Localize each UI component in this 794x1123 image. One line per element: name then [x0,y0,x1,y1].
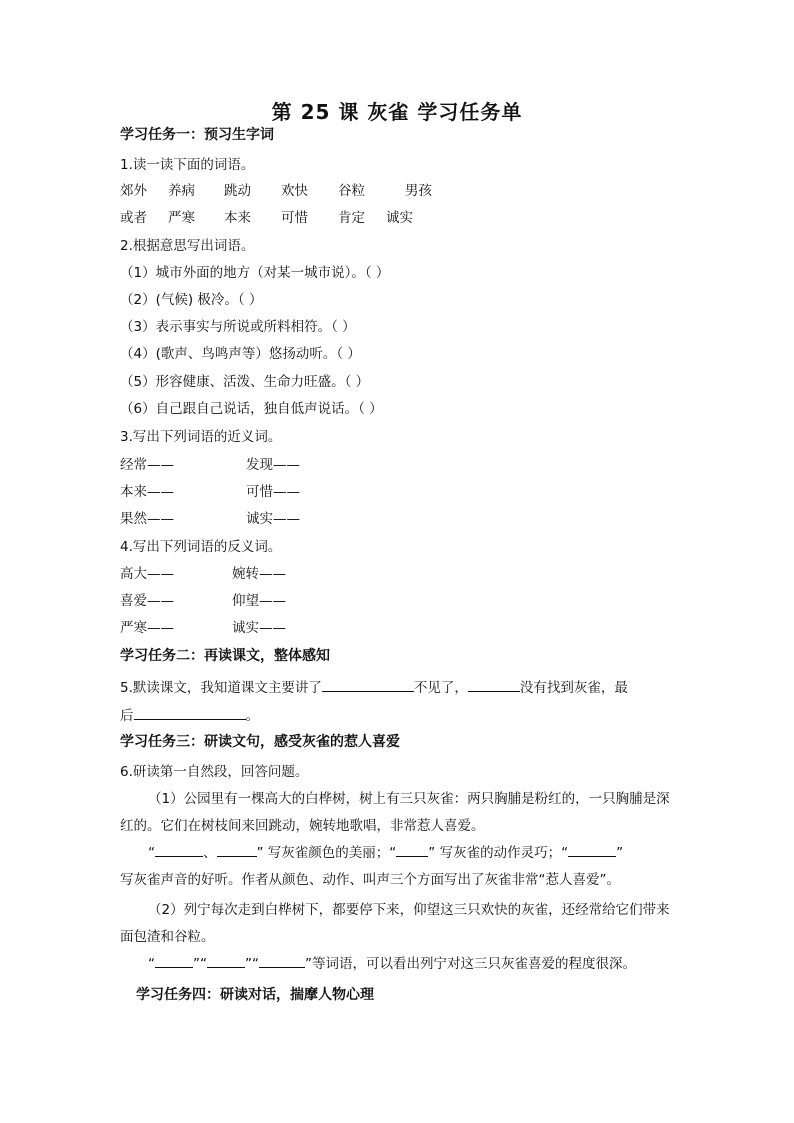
antonym-prompt: 严寒—— [120,620,174,636]
separator: 、 [203,845,217,861]
word-row-1 [120,181,460,201]
quote-mark: ”“ [245,956,259,972]
answer-blank[interactable] [217,841,257,857]
synonym-prompt: 经常—— [120,457,174,473]
fill-text: 写灰雀声音的好听。作者从颜色、动作、叫声三个方面写出了灰雀非常“惹人喜爱”。 [120,872,620,888]
fill-in-words [120,951,720,978]
q5-text: 。 [245,708,259,724]
answer-blank[interactable] [568,841,616,857]
page-title: 第 25 课 灰雀 学习任务单 [271,100,523,124]
paragraph-1 [120,786,680,840]
synonym-row-1 [120,455,340,475]
synonym-prompt: 本来—— [120,484,174,500]
word: 男孩 [405,183,432,199]
word: 跳动 [224,183,251,199]
word: 严寒 [168,210,195,226]
antonym-prompt: 婉转—— [232,566,286,582]
word: 欢快 [281,183,308,199]
synonym-prompt: 果然—— [120,511,174,527]
q5-text: 后 [120,708,134,724]
question-1: 1.读一读下面的词语。 [120,157,255,173]
word: 肯定 [338,210,365,226]
task3-heading: 学习任务三：研读文句，感受灰雀的惹人喜爱 [120,734,400,750]
synonym-prompt: 可惜—— [246,484,300,500]
quote-mark: “ [148,956,155,972]
word: 养病 [168,183,195,199]
antonym-prompt: 诚实—— [232,620,286,636]
fill-in-colors-actions [120,840,680,894]
question-6: 6.研读第一自然段，回答问题。 [120,764,309,780]
q2-item-1: （1）城市外面的地方（对某一城市说）。（ ） [120,265,390,281]
q5-text: 5.默读课文，我知道课文主要讲了 [120,680,322,696]
q5-text: 不见了， [413,680,468,696]
fill-text: ” 写灰雀的动作灵巧；“ [428,845,569,861]
word: 或者 [120,210,147,226]
answer-blank[interactable] [134,704,246,720]
answer-blank[interactable] [259,952,305,968]
word-row-2 [120,208,460,228]
antonym-prompt: 仰望—— [232,593,286,609]
q2-item-4: （4）(歌声、鸟鸣声等）悠扬动听。（ ） [120,346,361,362]
answer-blank[interactable] [207,952,245,968]
quote-mark: ” [616,845,624,861]
antonym-prompt: 高大—— [120,566,174,582]
task4-heading: 学习任务四：研读对话，揣摩人物心理 [136,987,374,1003]
task1-heading: 学习任务一：预习生字词 [120,127,274,143]
paragraph-text: （2）列宁每次走到白桦树下，都要停下来，仰望这三只欢快的灰雀，还经常给它们带来面包渣和谷粒。 [120,902,670,945]
antonym-row-1 [120,564,340,584]
question-5-line-1 [120,676,628,698]
q2-item-6: （6）自己跟自己说话，独自低声说话。（ ） [120,401,383,417]
answer-blank[interactable] [322,676,414,692]
q5-text: 没有找到灰雀，最 [519,680,628,696]
quote-mark: “ [148,845,155,861]
fill-text: ” 写灰雀颜色的美丽；“ [256,845,397,861]
answer-blank[interactable] [155,841,203,857]
synonym-prompt: 诚实—— [246,511,300,527]
question-5-line-2 [120,704,259,726]
synonym-row-3 [120,509,340,529]
answer-blank[interactable] [396,841,428,857]
paragraph-text: （1）公园里有一棵高大的白桦树，树上有三只灰雀：两只胸脯是粉红的，一只胸脯是深红的。它们在树枝间来回跳动，婉转地歌唱，非常惹人喜爱。 [120,791,670,834]
word: 可惜 [281,210,308,226]
fill-text: ”等词语，可以看出列宁对这三只灰雀喜爱的程度很深。 [305,956,636,972]
question-2: 2.根据意思写出词语。 [120,238,255,254]
synonym-row-2 [120,482,340,502]
antonym-row-2 [120,591,340,611]
synonym-prompt: 发现—— [246,457,300,473]
antonym-prompt: 喜爱—— [120,593,174,609]
word: 本来 [224,210,251,226]
word: 谷粒 [338,183,365,199]
answer-blank[interactable] [155,952,193,968]
question-3: 3.写出下列词语的近义词。 [120,429,282,445]
paragraph-2 [120,897,680,951]
question-4: 4.写出下列词语的反义词。 [120,539,282,555]
q2-item-2: （2）(气候) 极冷。（ ） [120,292,263,308]
q2-item-5: （5）形容健康、活泼、生命力旺盛。（ ） [120,374,370,390]
answer-blank[interactable] [468,676,520,692]
antonym-row-3 [120,618,340,638]
q2-item-3: （3）表示事实与所说或所料相符。（ ） [120,319,356,335]
quote-mark: ”“ [193,956,207,972]
task2-heading: 学习任务二：再读课文，整体感知 [120,648,330,664]
word: 诚实 [386,210,413,226]
word: 郊外 [120,183,147,199]
